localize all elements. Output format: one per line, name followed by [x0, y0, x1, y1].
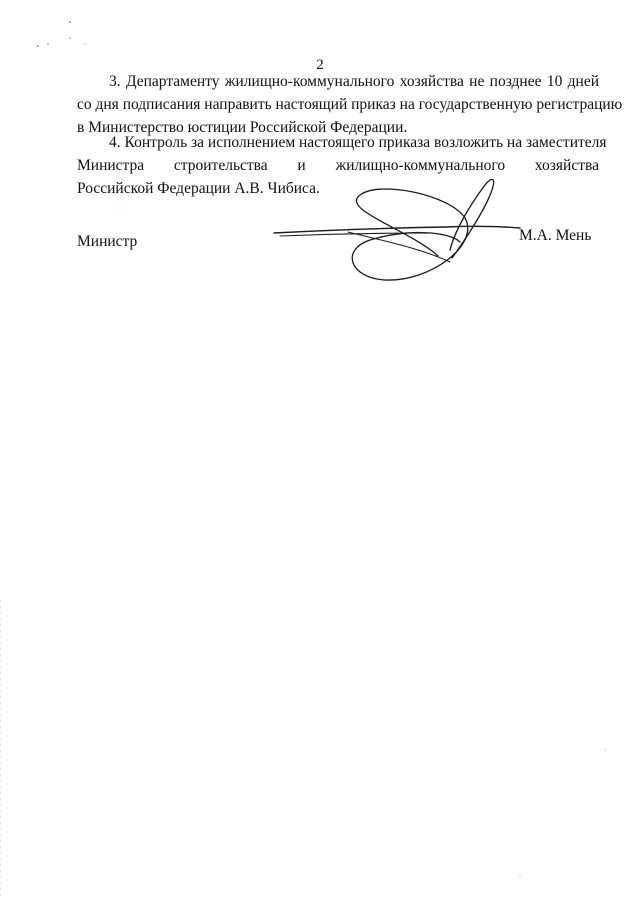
paragraph-line: 3. Департаменту жилищно-коммунального хозяйства не позднее 10 дней [109, 73, 599, 90]
paragraph-line: 4. Контроль за исполнением настоящего приказа возложить на заместителя [109, 134, 607, 151]
signatory-name: М.А. Мень [519, 227, 592, 244]
paragraph-3 [77, 70, 623, 139]
paragraph-line: в Министерство юстиции Российской Федерации. [77, 119, 408, 136]
paragraph-line: Министра строительства и жилищно-коммунального хозяйства [77, 157, 599, 174]
page-number: 2 [316, 57, 324, 73]
paragraph-line: со дня подписания направить настоящий приказ на государственную регистрацию [77, 96, 623, 113]
signatory-position: Министр [77, 233, 138, 250]
handwritten-signature [270, 170, 530, 290]
paragraph-line: Российской Федерации А.В. Чибиса. [77, 180, 320, 197]
